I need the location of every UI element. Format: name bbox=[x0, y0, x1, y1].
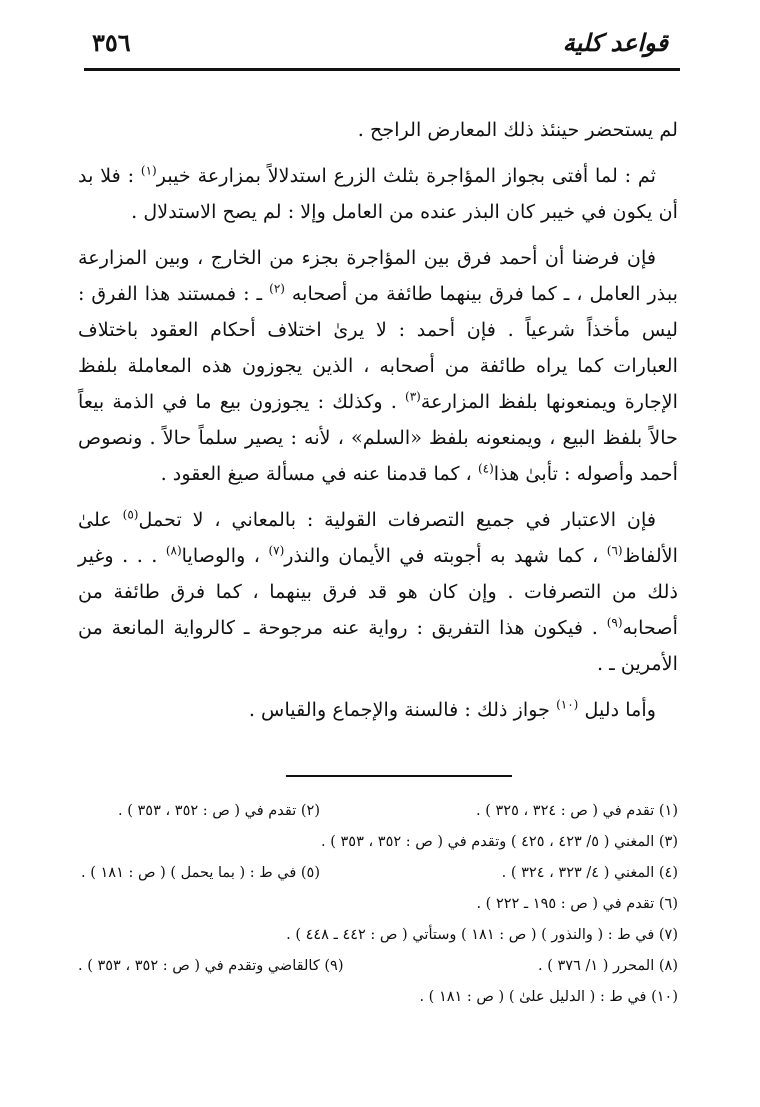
footnote-ref: (١) bbox=[140, 163, 157, 178]
text-run: ، كما شهد به أجوبته في الأيمان والنذر bbox=[284, 544, 607, 567]
footnote-ref: (٥) bbox=[122, 507, 139, 522]
text-run: فإن الاعتبار في جميع التصرفات القولية : بالمعاني ، لا تحمل bbox=[138, 508, 656, 531]
footnote: (٣) المغني ( ٥/ ٤٢٣ ، ٤٢٥ ) وتقدم في ( ص : ٣٥٢ ، ٣٥٣ ) . bbox=[321, 834, 678, 850]
paragraph bbox=[78, 240, 678, 492]
footnote-row bbox=[78, 889, 678, 920]
footnote-ref: (٧) bbox=[268, 543, 285, 558]
footnote: (١) تقدم في ( ص : ٣٢٤ ، ٣٢٥ ) . bbox=[476, 803, 678, 819]
footnote-ref: (٢) bbox=[269, 281, 285, 296]
footnote: (٨) المحرر ( ١/ ٣٧٦ ) . bbox=[538, 958, 678, 974]
text-run: لم يستحضر حينئذ ذلك المعارض الراجح . bbox=[357, 118, 678, 141]
running-title: قواعد كلية bbox=[562, 28, 668, 57]
footnote-row bbox=[78, 951, 678, 982]
footnote-row bbox=[78, 920, 678, 951]
footnotes bbox=[78, 796, 678, 1013]
footnote-row bbox=[78, 827, 678, 858]
footnote-ref: (٩) bbox=[606, 615, 623, 630]
footnote: (٥) في ط : ( بما يحمل ) ( ص : ١٨١ ) . bbox=[81, 865, 320, 881]
text-run: ، كما قدمنا عنه في مسألة صيغ العقود . bbox=[160, 462, 478, 485]
footnote-row bbox=[78, 982, 678, 1013]
text-run: ، والوصايا bbox=[181, 544, 269, 567]
footnote: (٧) في ط : ( والنذور ) ( ص : ١٨١ ) وستأتي ( ص : ٤٤٢ ـ ٤٤٨ ) . bbox=[286, 927, 678, 943]
text-run: : فلا بد أن يكون في خيبر كان البذر عنده من العامل وإلا : لم يصح الاستدلال . bbox=[78, 164, 678, 223]
text-run: ثم : لما أفتى بجواز المؤاجرة بثلث الزرع استدلالاً بمزارعة خيبر bbox=[156, 164, 656, 187]
footnote-separator bbox=[286, 775, 512, 777]
footnote: (٩) كالقاضي وتقدم في ( ص : ٣٥٢ ، ٣٥٣ ) . bbox=[78, 958, 344, 974]
text-run: جواز ذلك : فالسنة والإجماع والقياس . bbox=[248, 698, 557, 721]
header-rule bbox=[84, 68, 680, 71]
page-number: ٣٥٦ bbox=[92, 28, 131, 57]
footnote: (١٠) في ط : ( الدليل علىٰ ) ( ص : ١٨١ ) . bbox=[419, 989, 678, 1005]
text-run: فإن فرضنا أن أحمد فرق بين المؤاجرة بجزء من الخارج ، وبين المزارعة ببذر العامل ، ـ كما فرق بينهما طائفة من أصحابه bbox=[78, 246, 678, 305]
paragraph bbox=[78, 692, 678, 728]
footnote-ref: (١٠) bbox=[556, 697, 579, 712]
footnote-row bbox=[78, 858, 678, 889]
paragraph bbox=[78, 502, 678, 682]
paragraph bbox=[78, 158, 678, 230]
text-run: . . . وغير ذلك من التصرفات . وإن كان هو قد فرق بينهما ، كما فرق طائفة من أصحابه bbox=[78, 544, 678, 639]
text-run: وأما دليل bbox=[578, 698, 656, 721]
paragraph bbox=[78, 112, 678, 148]
main-text bbox=[78, 112, 678, 738]
footnote-ref: (٤) bbox=[477, 461, 494, 476]
footnote: (٢) تقدم في ( ص : ٣٥٢ ، ٣٥٣ ) . bbox=[118, 803, 320, 819]
footnote-row bbox=[78, 796, 678, 827]
footnote-ref: (٣) bbox=[405, 389, 421, 404]
text-run: . فيكون هذا التفريق : رواية عنه مرجوحة ـ كالرواية المانعة من الأمرين ـ . bbox=[78, 616, 678, 675]
footnote-ref: (٨) bbox=[165, 543, 182, 558]
text-run: ـ : فمستند هذا الفرق : ليس مأخذاً شرعياً . فإن أحمد : لا يرىٰ اختلاف أحكام العقود باختلاف العبارات كما يراه طائفة من أصحابه ، الذين يجوزون هذه المعاملة بلفظ الإجارة ويمنعونها بلفظ المزارعة bbox=[78, 282, 678, 413]
footnote-ref: (٦) bbox=[606, 543, 623, 558]
text-run: . وكذلك : يجوزون بيع ما في الذمة بيعاً حالاً بلفظ البيع ، ويمنعونه بلفظ «السلم» ، لأنه : يصير سلماً حالاً . ونصوص أحمد وأصوله : تأبىٰ هذا bbox=[78, 390, 678, 485]
footnote: (٦) تقدم في ( ص : ١٩٥ ـ ٢٢٢ ) . bbox=[476, 896, 678, 912]
footnote: (٤) المغني ( ٤/ ٣٢٣ ، ٣٢٤ ) . bbox=[501, 865, 678, 881]
text-run: علىٰ الألفاظ bbox=[78, 508, 678, 567]
